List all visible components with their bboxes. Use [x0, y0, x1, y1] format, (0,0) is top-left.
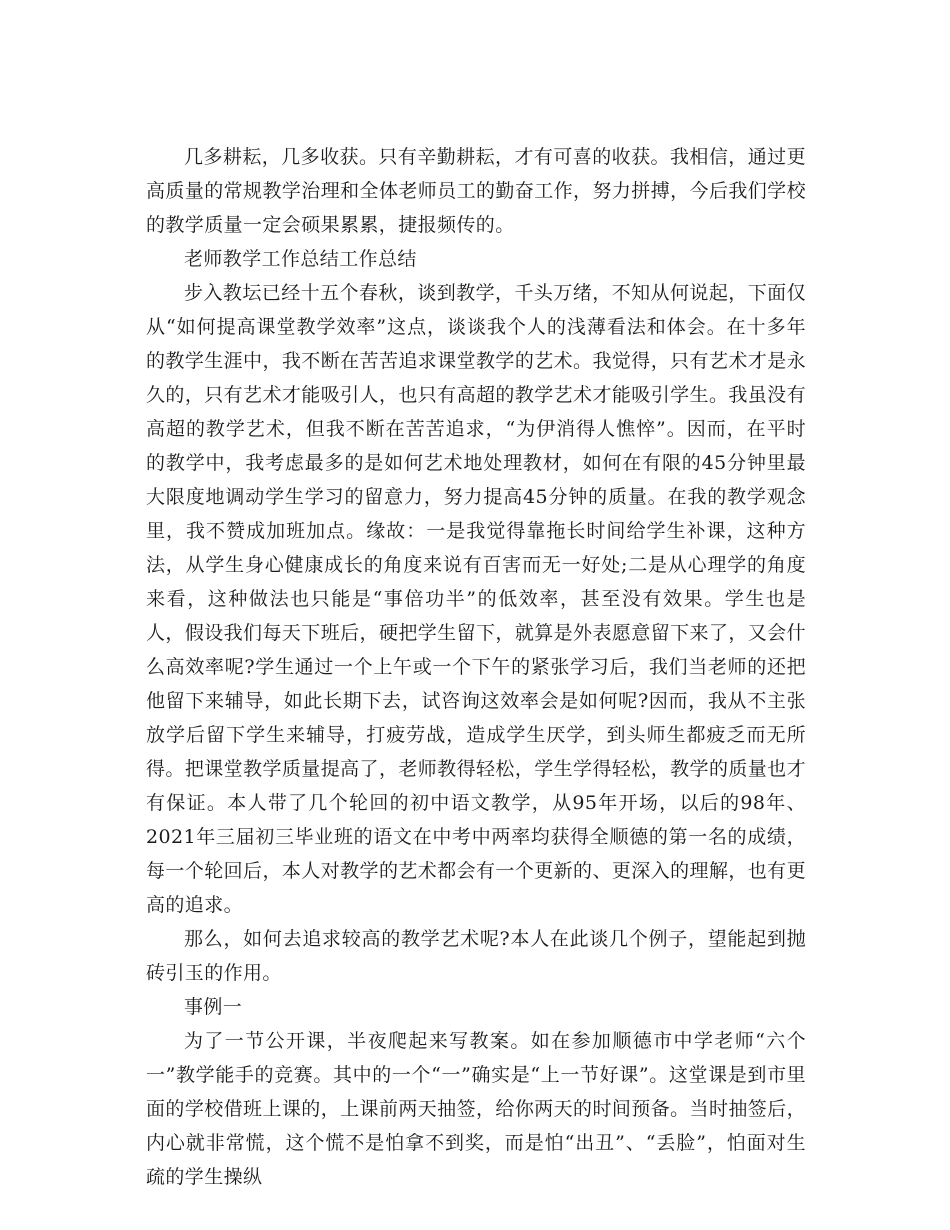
paragraph-closing-remarks: 几多耕耘，几多收获。只有辛勤耕耘，才有可喜的收获。我相信，通过更高质量的常规教学治理和全体老师员工的勤奋工作，努力拼搏，今后我们学校的教学质量一定会硕果累累，捷报频传的。 — [146, 146, 806, 236]
paragraph-examples-intro: 那么，如何去追求较高的教学艺术呢?本人在此谈几个例子，望能起到抛砖引玉的作用。 — [146, 928, 806, 984]
paragraph-teaching-efficiency: 步入教坛已经十五个春秋，谈到教学，千头万绪，不知从何说起，下面仅从“如何提高课堂教学效率”这点，谈谈我个人的浅薄看法和体会。在十多年的教学生涯中，我不断在苦苦追求课堂教学的艺术。我觉得，只有艺术才是永久的，只有艺术才能吸引人，也只有高超的教学艺术才能吸引学生。我虽没有高超的教学艺术，但我不断在苦苦追求，“为伊消得人憔悴”。因而，在平时的教学中，我考虑最多的是如何艺术地处理教材，如何在有限的45分钟里最大限度地调动学生学习的留意力，努力提高45分钟的质量。在我的教学观念里，我不赞成加班加点。缘故：一是我觉得靠拖长时间给学生补课，这种方法，从学生身心健康成长的角度来说有百害而无一好处;二是从心理学的角度来看，这种做法也只能是“事倍功半”的低效率，甚至没有效果。学生也是人，假设我们每天下班后，硬把学生留下，就算是外表愿意留下来了，又会什么高效率呢?学生通过一个上午或一个下午的紧张学习后，我们当老师的还把他留下来辅导，如此长期下去，试咨询这效率会是如何呢?因而，我从不主张放学后留下学生来辅导，打疲劳战，造成学生厌学，到头师生都疲乏而无所得。把课堂教学质量提高了，老师教得轻松，学生学得轻松，教学的质量也才有保证。本人带了几个轮回的初中语文教学，从95年开场，以后的98年、2021年三届初三毕业班的语文在中考中两率均获得全顺德的第一名的成绩，每一个轮回后，本人对教学的艺术都会有一个更新的、更深入的理解，也有更高的追求。 — [146, 282, 806, 916]
document-body — [146, 140, 806, 1194]
example-heading: 事例一 — [184, 996, 243, 1018]
section-title: 老师教学工作总结工作总结 — [184, 248, 417, 270]
paragraph-example-one: 为了一节公开课，半夜爬起来写教案。如在参加顺德市中学老师“六个一”教学能手的竞赛。其中的一个“一”确实是“上一节好课”。这堂课是到市里面的学校借班上课的，上课前两天抽签，给你两天的时间预备。当时抽签后，内心就非常慌，这个慌不是怕拿不到奖，而是怕“出丑”、“丢脸”，怕面对生疏的学生操纵 — [146, 1030, 806, 1188]
